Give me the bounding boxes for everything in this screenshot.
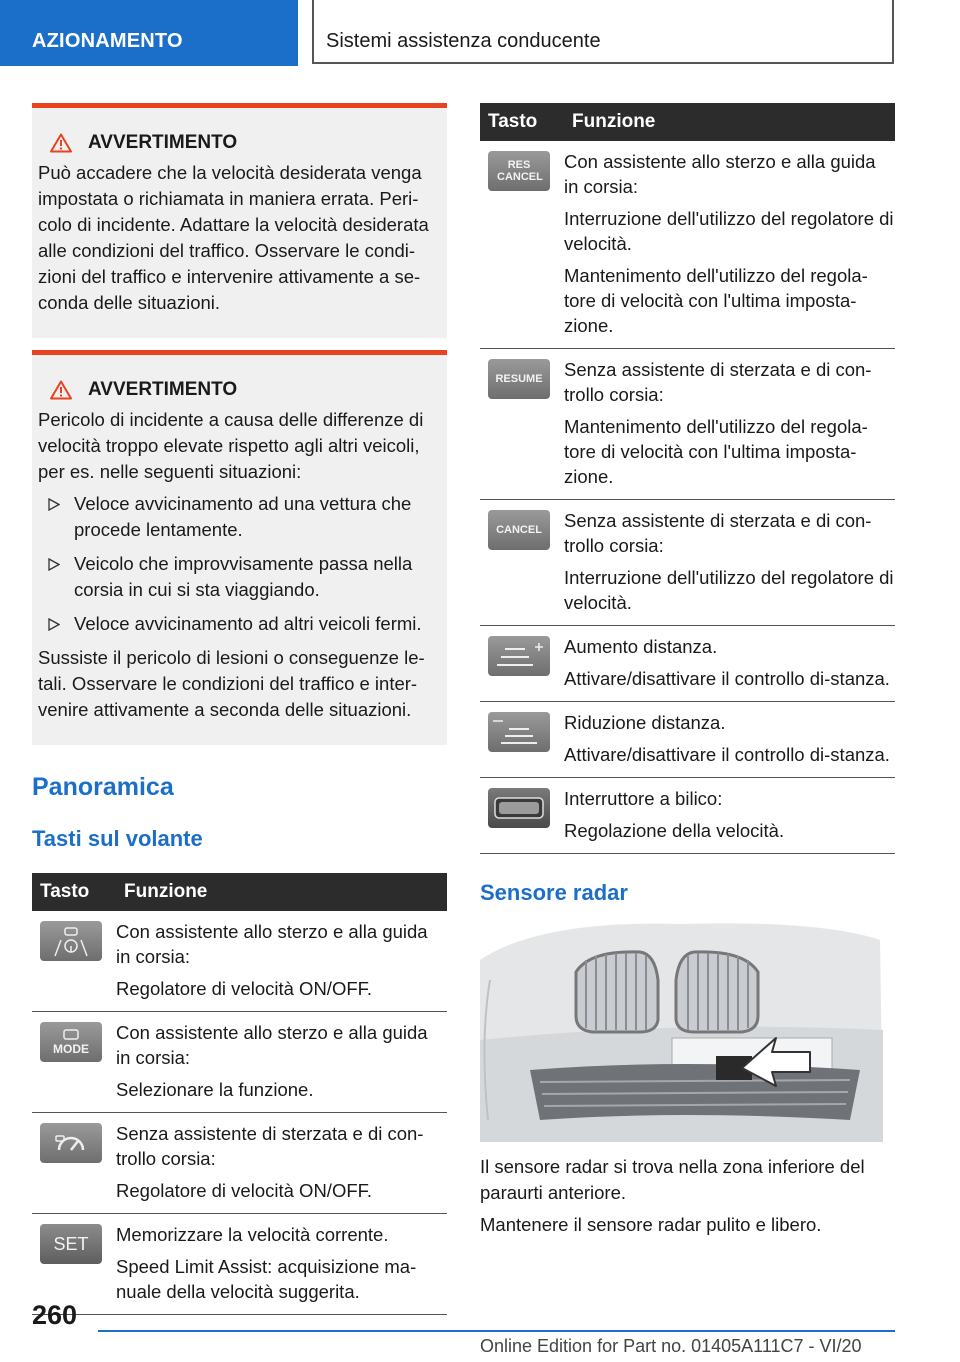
table-row: RES CANCEL Con assistente allo sterzo e alla guida in corsia: Interruzione dell'utilizzo del regolatore di velocità. Mantenimento dell'utilizzo del regola-tore di velocità con l'ultima imposta-zione.	[480, 141, 895, 349]
footer-divider	[98, 1330, 895, 1332]
list-item: Veloce avvicinamento ad altri veicoli fermi.	[38, 611, 441, 637]
bullet-triangle-icon	[48, 498, 60, 511]
warning-text: Può accadere che la velocità desiderata venga impostata o richiamata in maniera errata. Peri-colo di incidente. Adattare la velocità desiderata alle condizioni del traffico. Osservare le condi-zioni del traffico e intervenire attivamente a se-conda delle situazioni.	[38, 162, 429, 313]
steering-keys-table-left	[32, 873, 447, 1315]
left-column	[32, 103, 447, 1315]
table-row: Senza assistente di sterzata e di con-trollo corsia: Regolatore di velocità ON/OFF.	[32, 1113, 447, 1214]
table-row: CANCEL Senza assistente di sterzata e di con-trollo corsia: Interruzione dell'utilizzo del regolatore di velocità.	[480, 500, 895, 626]
column-header-key: Tasto	[32, 873, 116, 911]
heading-radar-sensor: Sensore radar	[480, 880, 628, 905]
table-row: RESUME Senza assistente di sterzata e di con-trollo corsia: Mantenimento dell'utilizzo del regola-tore di velocità con l'ultima imposta-zione.	[480, 349, 895, 500]
cancel-button-icon: CANCEL	[488, 510, 550, 550]
resume-button-icon: RESUME	[488, 359, 550, 399]
warning-box-2	[32, 350, 447, 745]
list-item: Veicolo che improvvisamente passa nella corsia in cui si sta viaggiando.	[38, 551, 441, 603]
warning-outro: Sussiste il pericolo di lesioni o conseguenze le-tali. Osservare le condizioni del traffico e inter-venire attivamente a seconda delle situazioni.	[38, 647, 425, 720]
footer-edition-text: Online Edition for Part no. 01405A111C7 - VI/20	[480, 1336, 862, 1356]
warning-triangle-icon	[50, 380, 72, 400]
warning-intro: Pericolo di incidente a causa delle differenze di velocità troppo elevate rispetto agli altri veicoli, per es. nelle seguenti situazioni:	[38, 409, 424, 482]
page-header	[0, 0, 960, 66]
list-item: Veloce avvicinamento ad una vettura che procede lentamente.	[38, 491, 441, 543]
warning-box-1	[32, 103, 447, 338]
table-row: Interruttore a bilico: Regolazione della velocità.	[480, 778, 895, 854]
chapter-title: Sistemi assistenza conducente	[312, 0, 894, 64]
steering-assist-icon	[40, 921, 102, 961]
heading-steering-keys: Tasti sul volante	[32, 826, 203, 851]
heading-overview: Panoramica	[32, 773, 174, 801]
radar-description: Il sensore radar si trova nella zona inferiore del paraurti anteriore. Mantenere il sensore radar pulito e libero.	[480, 1156, 865, 1235]
warning-title: AVVERTIMENTO	[88, 132, 238, 153]
warning-bullet-list	[38, 491, 441, 637]
rocker-switch-icon	[488, 788, 550, 828]
page-number: 260	[32, 1300, 78, 1330]
section-title: AZIONAMENTO	[0, 0, 298, 66]
speedometer-icon	[40, 1123, 102, 1163]
right-column	[480, 103, 895, 1244]
steering-keys-table-right	[480, 103, 895, 854]
radar-sensor-car-front-image	[480, 920, 883, 1142]
column-header-function: Funzione	[564, 103, 895, 141]
set-button-icon: SET	[40, 1224, 102, 1264]
column-header-key: Tasto	[480, 103, 564, 141]
table-row: Aumento distanza. Attivare/disattivare il controllo di-stanza.	[480, 626, 895, 702]
warning-triangle-icon	[50, 133, 72, 153]
table-row: SET Memorizzare la velocità corrente. Speed Limit Assist: acquisizione ma-nuale della velocità suggerita.	[32, 1214, 447, 1315]
distance-decrease-icon	[488, 712, 550, 752]
column-header-function: Funzione	[116, 873, 447, 911]
res-cancel-button-icon: RES CANCEL	[488, 151, 550, 191]
table-row: Con assistente allo sterzo e alla guida in corsia: Regolatore di velocità ON/OFF.	[32, 911, 447, 1012]
table-row: Riduzione distanza. Attivare/disattivare il controllo di-stanza.	[480, 702, 895, 778]
table-row: MODE Con assistente allo sterzo e alla guida in corsia: Selezionare la funzione.	[32, 1012, 447, 1113]
bullet-triangle-icon	[48, 618, 60, 631]
mode-button-icon: MODE	[40, 1022, 102, 1062]
distance-increase-icon	[488, 636, 550, 676]
bullet-triangle-icon	[48, 558, 60, 571]
warning-title: AVVERTIMENTO	[88, 379, 238, 400]
